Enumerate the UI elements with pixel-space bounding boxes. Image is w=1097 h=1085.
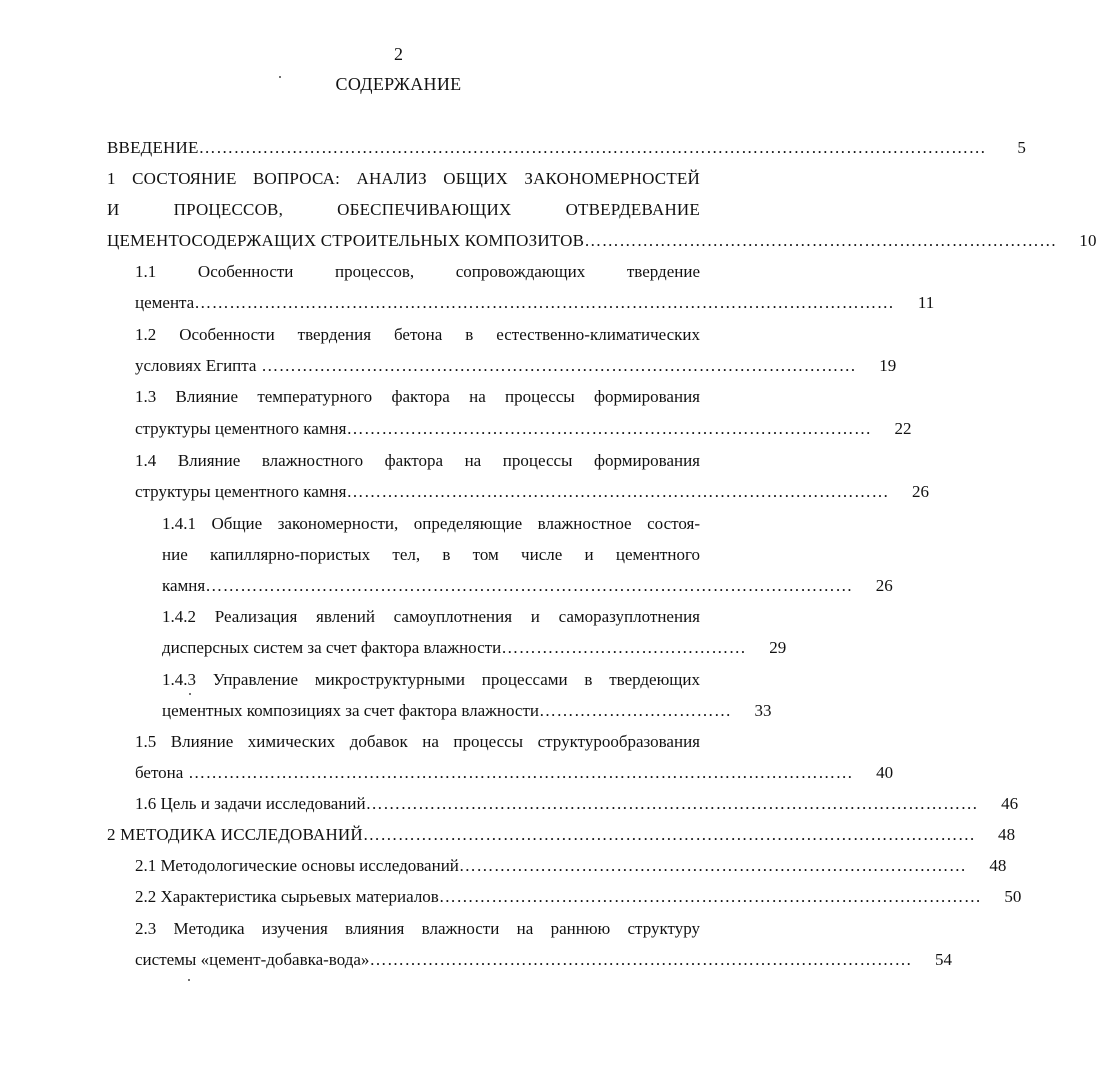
- toc-entry-chapter-1-line-2[interactable]: И ПРОЦЕССОВ, ОБЕСПЕЧИВАЮЩИХ ОТВЕРДЕВАНИЕ: [107, 200, 700, 219]
- toc-page-number: 40: [876, 763, 894, 782]
- toc-entry-1-4[interactable]: [135, 479, 929, 505]
- toc-page-number: 22: [894, 419, 912, 438]
- leader-dots: …………………………………………………………………………………: [438, 887, 982, 906]
- toc-entry-1-2-line-1[interactable]: 1.2 Особенности твердения бетона в естественно-климатических: [135, 325, 700, 344]
- toc-entry-1-4-1-line-1[interactable]: 1.4.1 Общие закономерности, определяющие влажностное состоя-: [162, 514, 700, 533]
- toc-entry-title: дисперсных систем за счет фактора влажности: [162, 638, 502, 657]
- leader-dots: …………………………………………………………………………………: [346, 482, 889, 501]
- leader-dots: …………………………………………………………………………………………………: [205, 576, 853, 595]
- toc-entry-1-4-2[interactable]: [162, 635, 787, 661]
- toc-entry-1-4-2-line-1[interactable]: 1.4.2 Реализация явлений самоуплотнения и саморазуплотнения: [162, 607, 700, 626]
- leader-dots: …………………………………………………………………………………………: [256, 356, 857, 375]
- toc-entry-chapter-1[interactable]: [107, 228, 1097, 254]
- toc-entry-2-2[interactable]: [135, 884, 1022, 910]
- toc-entry-title: ЦЕМЕНТОСОДЕРЖАЩИХ СТРОИТЕЛЬНЫХ КОМПОЗИТОВ: [107, 231, 585, 250]
- page-title: СОДЕРЖАНИЕ: [335, 74, 462, 94]
- toc-entry-1-2[interactable]: [135, 353, 897, 379]
- toc-entry-title: структуры цементного камня: [135, 482, 347, 501]
- toc-page-number: 29: [769, 638, 787, 657]
- leader-dots: ……………………………………………………………………………………………: [365, 794, 979, 813]
- toc-entry-1-1-line-1[interactable]: 1.1 Особенности процессов, сопровождающих твердение: [135, 262, 700, 281]
- toc-entry-2-3[interactable]: [135, 947, 952, 973]
- toc-entry-title: цемента: [135, 293, 195, 312]
- toc-entry-1-3[interactable]: [135, 416, 912, 442]
- toc-entry-1-1[interactable]: [135, 290, 935, 316]
- leader-dots: ……………………………………: [501, 638, 747, 657]
- leader-dots: ……………………………………………………………………………: [458, 856, 967, 875]
- toc-entry-1-4-3-line-1[interactable]: 1.4.3 Управление микроструктурными процессами в твердеющих: [162, 670, 700, 689]
- toc-entry-chapter-2[interactable]: [107, 822, 1016, 848]
- toc-page-number: 50: [1004, 887, 1022, 906]
- leader-dots: ………………………………………………………………………: [584, 231, 1057, 250]
- leader-dots: ……………………………………………………………………………………………: [362, 825, 976, 844]
- toc-entry-1-4-3[interactable]: [162, 698, 772, 724]
- toc-entry-title: цементных композициях за счет фактора влажности: [162, 701, 540, 720]
- toc-entry-1-5[interactable]: [135, 760, 894, 786]
- toc-page-number: 26: [875, 576, 893, 595]
- toc-entry-title: системы «цемент-добавка-вода»: [135, 950, 370, 969]
- scan-speck: [279, 76, 281, 78]
- toc-page-number: 48: [997, 825, 1016, 844]
- page-number: 2: [394, 44, 403, 64]
- toc-page-number: 26: [911, 482, 929, 501]
- toc-page-number: 54: [934, 950, 952, 969]
- toc-page-number: 19: [879, 356, 897, 375]
- toc-entry-1-4-1[interactable]: [162, 573, 893, 599]
- toc-entry-title: структуры цементного камня: [135, 419, 347, 438]
- scan-speck: [188, 979, 190, 981]
- leader-dots: ………………………………………………………………………………: [346, 419, 872, 438]
- toc-entry-1-4-line-1[interactable]: 1.4 Влияние влажностного фактора на процессы формирования: [135, 451, 700, 470]
- toc-page-number: 33: [754, 701, 772, 720]
- toc-page-number: 10: [1079, 231, 1097, 250]
- toc-entry-title: камня: [162, 576, 206, 595]
- toc-entry-title: 2.1 Методологические основы исследований: [135, 856, 459, 875]
- toc-entry-title: 2.2 Характеристика сырьевых материалов: [135, 887, 439, 906]
- toc-entry-1-5-line-1[interactable]: 1.5 Влияние химических добавок на процессы структурообразования: [135, 732, 700, 751]
- toc-entry-title: условиях Египта: [135, 356, 257, 375]
- toc-entry-2-3-line-1[interactable]: 2.3 Методика изучения влияния влажности на раннюю структуру: [135, 919, 700, 938]
- leader-dots: ……………………………………………………………………………………………………: [183, 763, 854, 782]
- toc-entry-title: 1.6 Цель и задачи исследований: [135, 794, 366, 813]
- toc-entry-title: 2 МЕТОДИКА ИССЛЕДОВАНИЙ: [107, 825, 363, 844]
- toc-entry-1-6[interactable]: [135, 791, 1019, 817]
- toc-page-number: 48: [989, 856, 1007, 875]
- toc-entry-chapter-1-line-1[interactable]: 1 СОСТОЯНИЕ ВОПРОСА: АНАЛИЗ ОБЩИХ ЗАКОНОМЕРНОСТЕЙ: [107, 169, 700, 188]
- leader-dots: ……………………………: [539, 701, 732, 720]
- toc-entry-introduction[interactable]: [107, 135, 1027, 161]
- toc-page-number: 11: [917, 293, 935, 312]
- toc-entry-title: ВВЕДЕНИЕ: [107, 138, 199, 157]
- toc-entry-title: бетона: [135, 763, 184, 782]
- toc-entry-2-1[interactable]: [135, 853, 1007, 879]
- toc-page-number: 5: [1017, 138, 1027, 157]
- leader-dots: …………………………………………………………………………………………………………: [194, 293, 895, 312]
- scan-speck: [189, 693, 191, 695]
- toc-entry-1-4-1-line-2[interactable]: ние капиллярно-пористых тел, в том числе и цементного: [162, 545, 700, 564]
- toc-page-number: 46: [1001, 794, 1019, 813]
- leader-dots: …………………………………………………………………………………: [369, 950, 912, 969]
- leader-dots: ………………………………………………………………………………………………………………………: [198, 138, 987, 157]
- toc-entry-1-3-line-1[interactable]: 1.3 Влияние температурного фактора на процессы формирования: [135, 387, 700, 406]
